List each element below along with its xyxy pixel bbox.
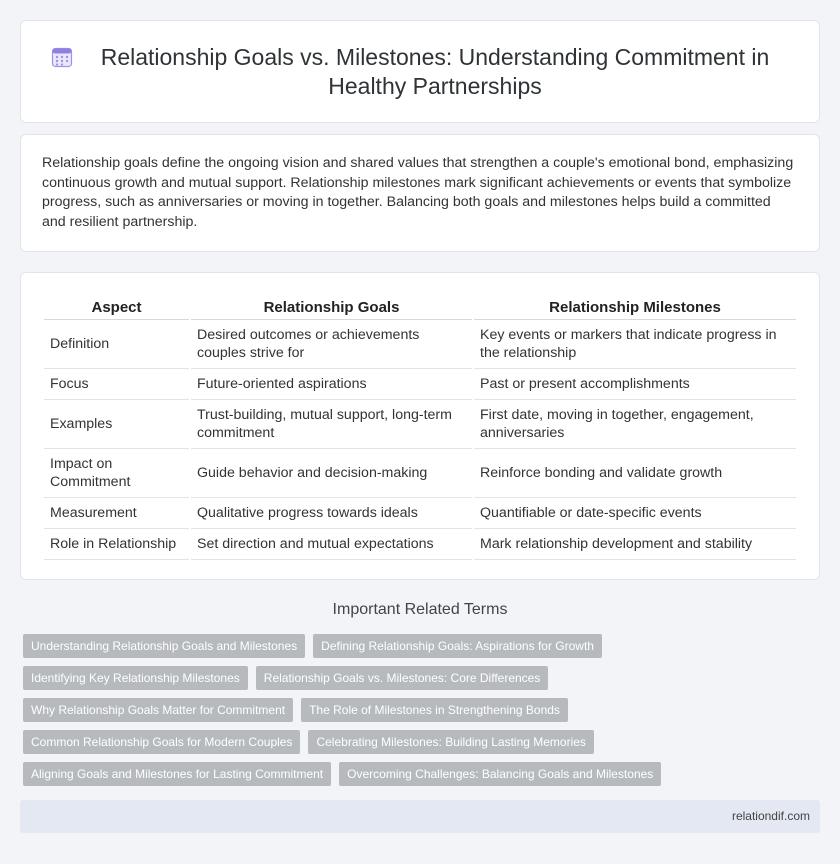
- page-title: Relationship Goals vs. Milestones: Understanding Commitment in Healthy Partnerships: [100, 44, 770, 99]
- related-terms-title: Important Related Terms: [332, 601, 508, 618]
- table-cell: Focus: [44, 369, 189, 400]
- related-term-tag[interactable]: Relationship Goals vs. Milestones: Core Differences: [256, 666, 549, 690]
- table-row: [44, 529, 796, 560]
- tag-row: [23, 634, 823, 658]
- table-cell: Examples: [44, 400, 189, 449]
- header-milestones: Relationship Milestones: [474, 297, 796, 320]
- comparison-card: [20, 272, 820, 580]
- related-term-tag[interactable]: Common Relationship Goals for Modern Couples: [23, 730, 300, 754]
- related-term-tag[interactable]: The Role of Milestones in Strengthening Bonds: [301, 698, 568, 722]
- related-term-tag[interactable]: Overcoming Challenges: Balancing Goals and Milestones: [339, 762, 661, 786]
- table-row: [44, 449, 796, 498]
- tag-row: [23, 698, 823, 722]
- table-cell: Role in Relationship: [44, 529, 189, 560]
- table-cell: Set direction and mutual expectations: [191, 529, 472, 560]
- footer-site-link[interactable]: relationdif.com: [731, 809, 810, 823]
- table-cell: Guide behavior and decision-making: [191, 449, 472, 498]
- table-cell: Past or present accomplishments: [474, 369, 796, 400]
- table-cell: Definition: [44, 320, 189, 369]
- table-cell: Measurement: [44, 498, 189, 529]
- related-term-tag[interactable]: Celebrating Milestones: Building Lasting Memories: [308, 730, 593, 754]
- related-terms-list: [23, 634, 823, 794]
- header-aspect: Aspect: [44, 297, 189, 320]
- tag-row: [23, 666, 823, 690]
- tag-row: [23, 730, 823, 754]
- table-row: [44, 320, 796, 369]
- table-row: [44, 498, 796, 529]
- footer: [20, 800, 820, 833]
- table-row: [44, 400, 796, 449]
- header-goals: Relationship Goals: [191, 297, 472, 320]
- related-term-tag[interactable]: Identifying Key Relationship Milestones: [23, 666, 248, 690]
- table-cell: Reinforce bonding and validate growth: [474, 449, 796, 498]
- related-term-tag[interactable]: Why Relationship Goals Matter for Commitment: [23, 698, 293, 722]
- intro-card: [20, 134, 820, 252]
- related-term-tag[interactable]: Defining Relationship Goals: Aspirations for Growth: [313, 634, 602, 658]
- related-term-tag[interactable]: Understanding Relationship Goals and Milestones: [23, 634, 305, 658]
- table-cell: Desired outcomes or achievements couples strive for: [191, 320, 472, 369]
- title-card: [20, 20, 820, 123]
- table-cell: Future-oriented aspirations: [191, 369, 472, 400]
- related-term-tag[interactable]: Aligning Goals and Milestones for Lasting Commitment: [23, 762, 331, 786]
- table-cell: Impact on Commitment: [44, 449, 189, 498]
- table-cell: Quantifiable or date-specific events: [474, 498, 796, 529]
- table-cell: Mark relationship development and stability: [474, 529, 796, 560]
- table-header-row: [44, 297, 796, 320]
- tag-row: [23, 762, 823, 786]
- comparison-table: [42, 297, 798, 560]
- table-cell: Qualitative progress towards ideals: [191, 498, 472, 529]
- table-row: [44, 369, 796, 400]
- table-cell: Key events or markers that indicate progress in the relationship: [474, 320, 796, 369]
- table-cell: First date, moving in together, engagement, anniversaries: [474, 400, 796, 449]
- table-cell: Trust-building, mutual support, long-term commitment: [191, 400, 472, 449]
- intro-paragraph: Relationship goals define the ongoing vision and shared values that strengthen a couple's emotional bond, emphasizing continuous growth and mutual support. Relationship milestones mark significant achievements or events that symbolize progress, such as anniversaries or moving in together. Balancing both goals and milestones helps build a committed and resilient partnership.: [42, 155, 794, 230]
